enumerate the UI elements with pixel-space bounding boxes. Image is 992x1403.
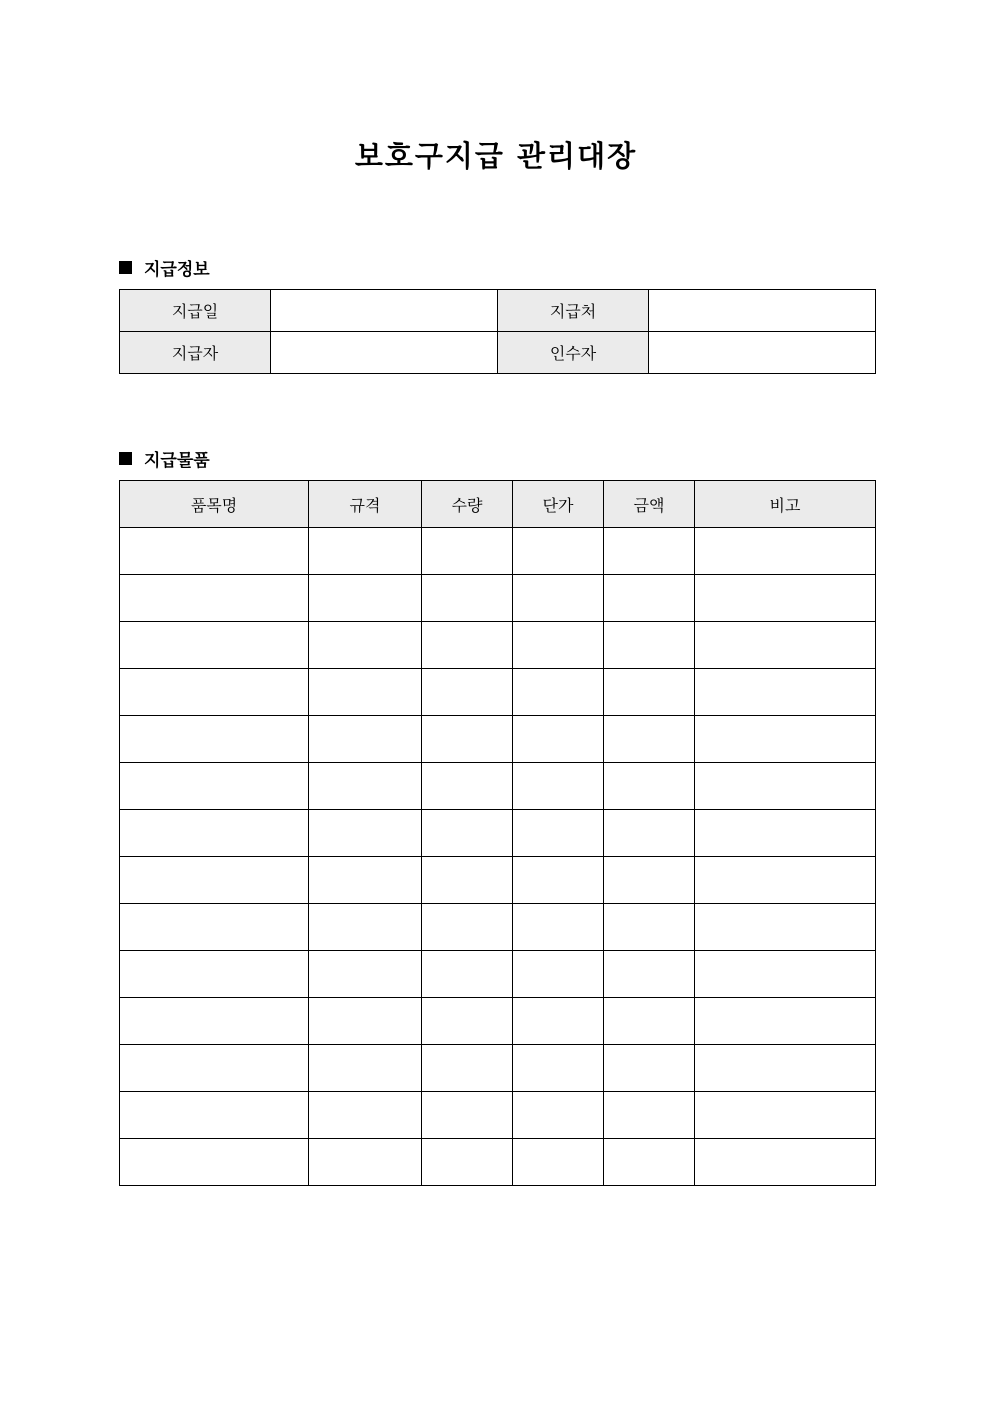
amount-cell[interactable] (604, 669, 695, 716)
page-title: 보호구지급 관리대장 (354, 139, 638, 173)
table-row (120, 810, 876, 857)
info-section-heading-text: 지급정보 (144, 260, 210, 280)
item-name-cell[interactable] (120, 1139, 309, 1186)
quantity-cell[interactable] (422, 904, 513, 951)
quantity-cell[interactable] (422, 1092, 513, 1139)
unit-price-cell[interactable] (513, 528, 604, 575)
quantity-cell[interactable] (422, 622, 513, 669)
item-name-cell[interactable] (120, 1092, 309, 1139)
item-name-cell[interactable] (120, 716, 309, 763)
spec-cell[interactable] (309, 716, 422, 763)
column-header-item-name: 품목명 (120, 481, 309, 528)
remarks-cell[interactable] (695, 622, 876, 669)
amount-cell[interactable] (604, 716, 695, 763)
item-name-cell[interactable] (120, 857, 309, 904)
quantity-cell[interactable] (422, 951, 513, 998)
info-label-place: 지급처 (498, 290, 649, 332)
info-table (119, 289, 876, 374)
amount-cell[interactable] (604, 1092, 695, 1139)
spec-cell[interactable] (309, 810, 422, 857)
info-value-giver[interactable] (271, 332, 498, 374)
quantity-cell[interactable] (422, 716, 513, 763)
remarks-cell[interactable] (695, 716, 876, 763)
item-name-cell[interactable] (120, 528, 309, 575)
spec-cell[interactable] (309, 1139, 422, 1186)
item-name-cell[interactable] (120, 998, 309, 1045)
items-table (119, 480, 876, 1186)
item-name-cell[interactable] (120, 810, 309, 857)
unit-price-cell[interactable] (513, 622, 604, 669)
remarks-cell[interactable] (695, 904, 876, 951)
spec-cell[interactable] (309, 998, 422, 1045)
remarks-cell[interactable] (695, 669, 876, 716)
quantity-cell[interactable] (422, 1139, 513, 1186)
items-section-heading (119, 446, 210, 471)
item-name-cell[interactable] (120, 763, 309, 810)
quantity-cell[interactable] (422, 810, 513, 857)
amount-cell[interactable] (604, 810, 695, 857)
unit-price-cell[interactable] (513, 951, 604, 998)
table-row (120, 998, 876, 1045)
item-name-cell[interactable] (120, 951, 309, 998)
table-row (120, 1045, 876, 1092)
unit-price-cell[interactable] (513, 1139, 604, 1186)
black-square-icon (119, 452, 132, 465)
table-row (120, 575, 876, 622)
spec-cell[interactable] (309, 1092, 422, 1139)
column-header-amount: 금액 (604, 481, 695, 528)
spec-cell[interactable] (309, 763, 422, 810)
spec-cell[interactable] (309, 528, 422, 575)
items-body (120, 528, 876, 1186)
amount-cell[interactable] (604, 528, 695, 575)
remarks-cell[interactable] (695, 763, 876, 810)
amount-cell[interactable] (604, 904, 695, 951)
unit-price-cell[interactable] (513, 1045, 604, 1092)
amount-cell[interactable] (604, 1139, 695, 1186)
spec-cell[interactable] (309, 951, 422, 998)
unit-price-cell[interactable] (513, 669, 604, 716)
remarks-cell[interactable] (695, 528, 876, 575)
remarks-cell[interactable] (695, 810, 876, 857)
info-section-heading (119, 255, 210, 280)
table-row (120, 1092, 876, 1139)
info-row (120, 290, 876, 332)
table-row (120, 763, 876, 810)
remarks-cell[interactable] (695, 1092, 876, 1139)
amount-cell[interactable] (604, 998, 695, 1045)
spec-cell[interactable] (309, 904, 422, 951)
quantity-cell[interactable] (422, 857, 513, 904)
quantity-cell[interactable] (422, 998, 513, 1045)
unit-price-cell[interactable] (513, 716, 604, 763)
quantity-cell[interactable] (422, 575, 513, 622)
item-name-cell[interactable] (120, 1045, 309, 1092)
black-square-icon (119, 261, 132, 274)
items-section-heading-text: 지급물품 (144, 451, 210, 471)
spec-cell[interactable] (309, 857, 422, 904)
column-header-unit-price: 단가 (513, 481, 604, 528)
info-value-date[interactable] (271, 290, 498, 332)
remarks-cell[interactable] (695, 575, 876, 622)
table-row (120, 528, 876, 575)
remarks-cell[interactable] (695, 1045, 876, 1092)
table-row (120, 857, 876, 904)
column-header-spec: 규격 (309, 481, 422, 528)
info-label-date: 지급일 (120, 290, 271, 332)
spec-cell[interactable] (309, 575, 422, 622)
table-row (120, 669, 876, 716)
unit-price-cell[interactable] (513, 1092, 604, 1139)
remarks-cell[interactable] (695, 857, 876, 904)
info-label-receiver: 인수자 (498, 332, 649, 374)
table-row (120, 622, 876, 669)
item-name-cell[interactable] (120, 575, 309, 622)
table-row (120, 716, 876, 763)
remarks-cell[interactable] (695, 1139, 876, 1186)
remarks-cell[interactable] (695, 998, 876, 1045)
amount-cell[interactable] (604, 763, 695, 810)
spec-cell[interactable] (309, 1045, 422, 1092)
amount-cell[interactable] (604, 575, 695, 622)
quantity-cell[interactable] (422, 1045, 513, 1092)
item-name-cell[interactable] (120, 622, 309, 669)
amount-cell[interactable] (604, 951, 695, 998)
info-label-giver: 지급자 (120, 332, 271, 374)
spec-cell[interactable] (309, 669, 422, 716)
unit-price-cell[interactable] (513, 857, 604, 904)
table-row (120, 904, 876, 951)
quantity-cell[interactable] (422, 763, 513, 810)
item-name-cell[interactable] (120, 669, 309, 716)
info-value-place[interactable] (649, 290, 876, 332)
column-header-quantity: 수량 (422, 481, 513, 528)
unit-price-cell[interactable] (513, 998, 604, 1045)
quantity-cell[interactable] (422, 528, 513, 575)
items-header-row (120, 481, 876, 528)
amount-cell[interactable] (604, 857, 695, 904)
amount-cell[interactable] (604, 622, 695, 669)
table-row (120, 1139, 876, 1186)
unit-price-cell[interactable] (513, 810, 604, 857)
unit-price-cell[interactable] (513, 904, 604, 951)
amount-cell[interactable] (604, 1045, 695, 1092)
unit-price-cell[interactable] (513, 575, 604, 622)
column-header-remarks: 비고 (695, 481, 876, 528)
table-row (120, 951, 876, 998)
info-value-receiver[interactable] (649, 332, 876, 374)
spec-cell[interactable] (309, 622, 422, 669)
info-row (120, 332, 876, 374)
quantity-cell[interactable] (422, 669, 513, 716)
unit-price-cell[interactable] (513, 763, 604, 810)
item-name-cell[interactable] (120, 904, 309, 951)
remarks-cell[interactable] (695, 951, 876, 998)
